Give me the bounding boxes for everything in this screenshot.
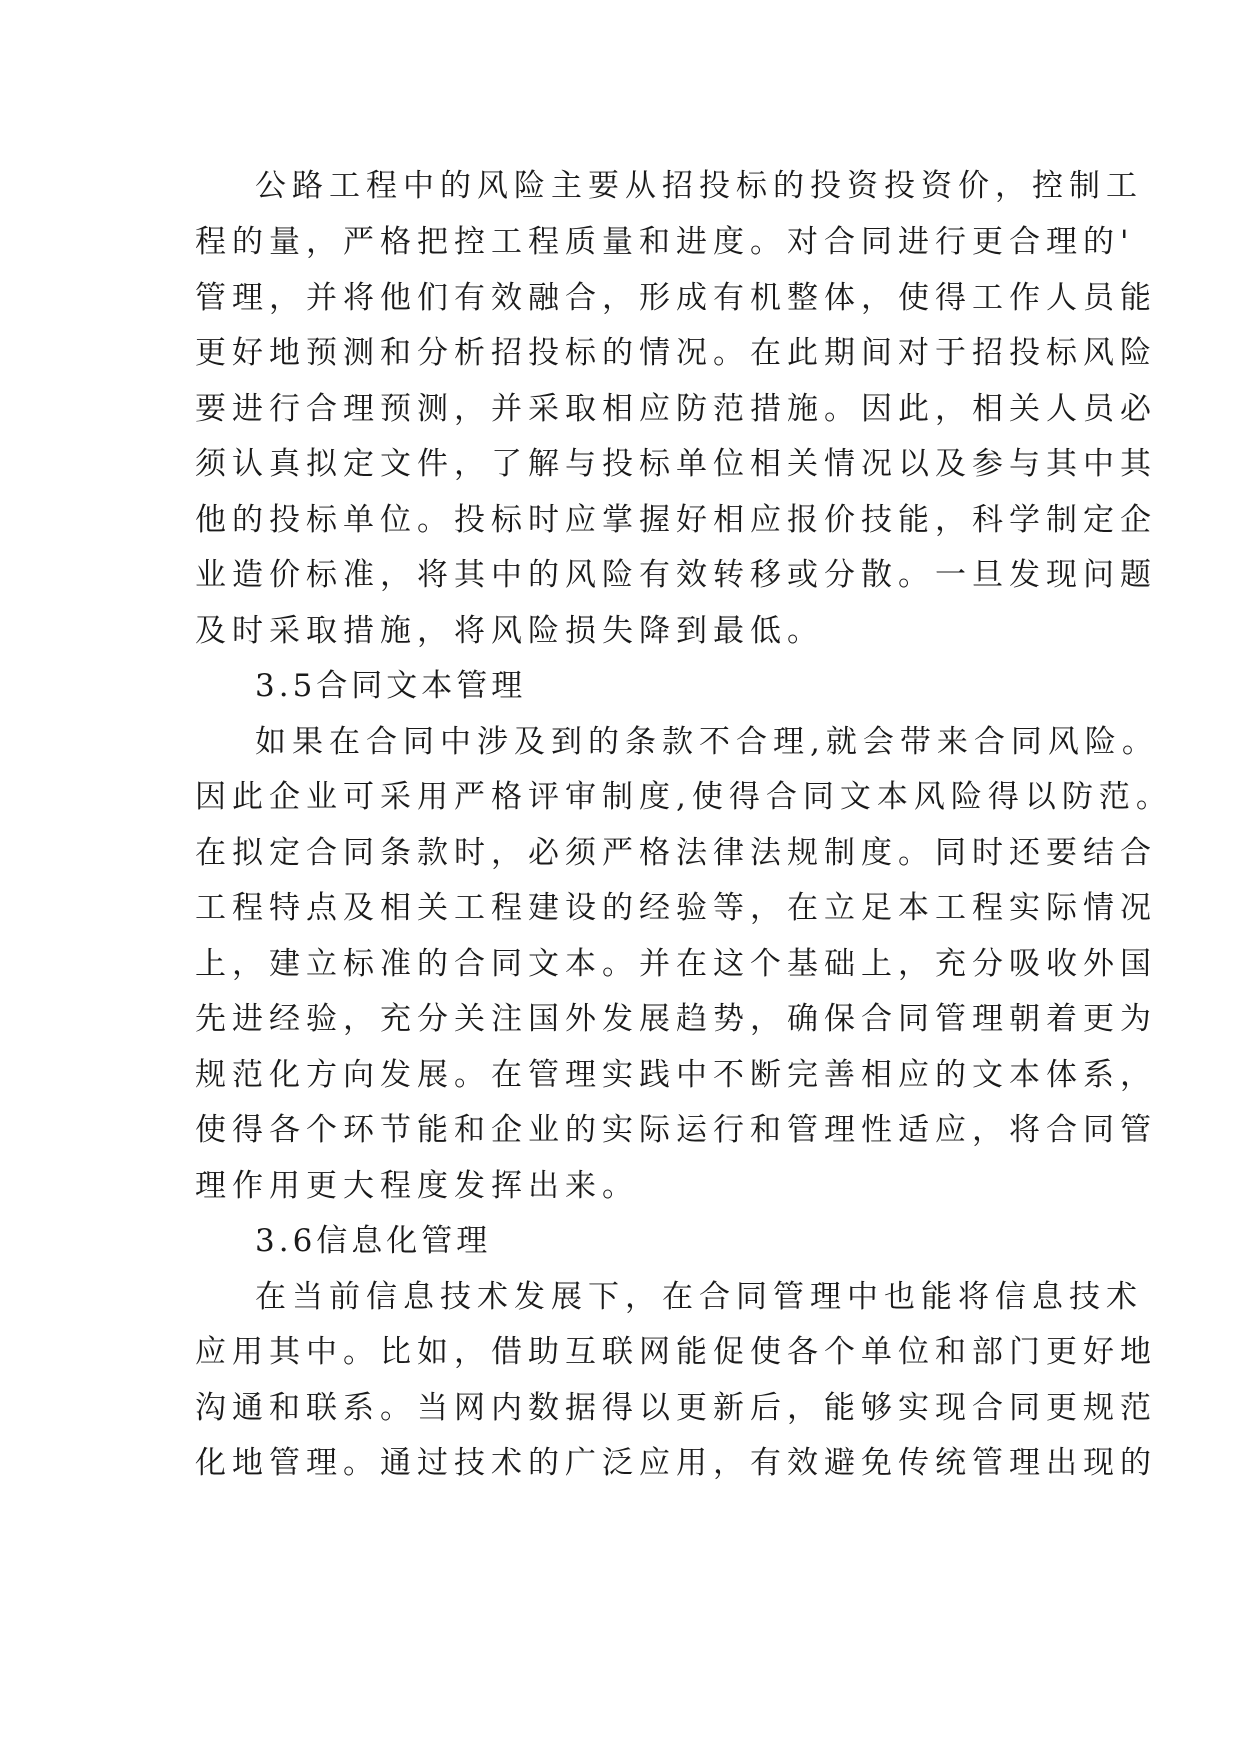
section-heading-3-5: 3.5合同文本管理: [255, 668, 527, 704]
paragraph-1-line: 业造价标准，将其中的风险有效转移或分散。一旦发现问题: [195, 557, 1157, 593]
paragraph-1-line: 更好地预测和分析招投标的情况。在此期间对于招投标风险: [195, 335, 1157, 371]
paragraph-1-line: 须认真拟定文件，了解与投标单位相关情况以及参与其中其: [195, 446, 1157, 482]
paragraph-2-line: 先进经验，充分关注国外发展趋势，确保合同管理朝着更为: [195, 1001, 1157, 1037]
paragraph-2-line: 因此企业可采用严格评审制度,使得合同文本风险得以防范。: [195, 779, 1173, 815]
paragraph-2-line: 理作用更大程度发挥出来。: [195, 1168, 639, 1204]
paragraph-3-line: 沟通和联系。当网内数据得以更新后，能够实现合同更规范: [195, 1390, 1157, 1426]
paragraph-2-line: 上，建立标准的合同文本。并在这个基础上，充分吸收外国: [195, 946, 1157, 982]
paragraph-2-line: 规范化方向发展。在管理实践中不断完善相应的文本体系，: [195, 1057, 1157, 1093]
paragraph-3-line: 应用其中。比如，借助互联网能促使各个单位和部门更好地: [195, 1334, 1157, 1370]
paragraph-1-line: 管理，并将他们有效融合，形成有机整体，使得工作人员能: [195, 280, 1157, 316]
paragraph-2-line: 工程特点及相关工程建设的经验等，在立足本工程实际情况: [195, 890, 1157, 926]
paragraph-1-line: 要进行合理预测，并采取相应防范措施。因此，相关人员必: [195, 391, 1157, 427]
paragraph-1-line: 他的投标单位。投标时应掌握好相应报价技能，科学制定企: [195, 502, 1157, 538]
section-heading-3-6: 3.6信息化管理: [255, 1223, 492, 1259]
paragraph-1-line: 程的量，严格把控工程质量和进度。对合同进行更合理的': [195, 224, 1135, 260]
paragraph-2-line: 在拟定合同条款时，必须严格法律法规制度。同时还要结合: [195, 835, 1157, 871]
paragraph-3-line: 化地管理。通过技术的广泛应用，有效避免传统管理出现的: [195, 1445, 1157, 1481]
paragraph-2-line: 如果在合同中涉及到的条款不合理,就会带来合同风险。: [255, 724, 1159, 760]
paragraph-1-line: 公路工程中的风险主要从招投标的投资投资价，控制工: [255, 168, 1143, 204]
paragraph-1-line: 及时采取措施，将风险损失降到最低。: [195, 613, 824, 649]
paragraph-2-line: 使得各个环节能和企业的实际运行和管理性适应，将合同管: [195, 1112, 1157, 1148]
paragraph-3-line: 在当前信息技术发展下，在合同管理中也能将信息技术: [255, 1279, 1143, 1315]
